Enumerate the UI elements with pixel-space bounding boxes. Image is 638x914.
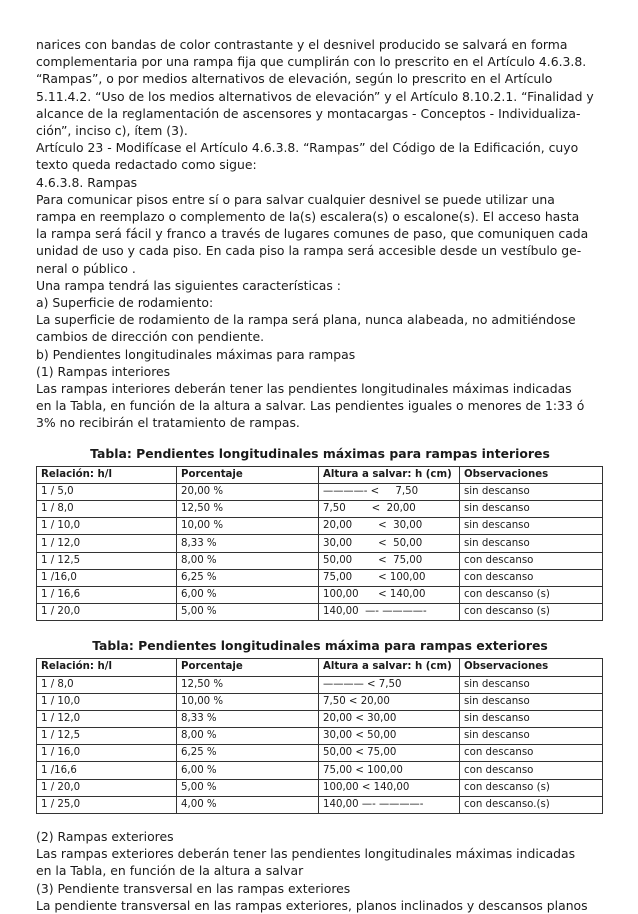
- table-row: [37, 483, 603, 500]
- table-cell: sin descanso: [460, 710, 603, 727]
- table-cell: 8,00 %: [177, 728, 319, 745]
- text-line: 5.11.4.2. “Uso de los medios alternativos de elevación” y el Artículo 8.10.2.1. “Finalidad y: [36, 88, 594, 104]
- table-row: [37, 552, 603, 569]
- table-cell: con descanso: [460, 745, 603, 762]
- table-cell: 1 / 16,6: [37, 586, 177, 603]
- table-cell: 7,50 < 20,00: [319, 693, 460, 710]
- table-cell: 20,00 < 30,00: [319, 710, 460, 727]
- table-cell: 10,00 %: [177, 693, 319, 710]
- table-row: [37, 586, 603, 603]
- table-cell: 1 / 20,0: [37, 779, 177, 796]
- text-line: texto queda redactado como sigue:: [36, 157, 257, 173]
- table-cell: ————- < 7,50: [319, 483, 460, 500]
- table-cell: 1 / 16,0: [37, 745, 177, 762]
- text-line: cambios de dirección con pendiente.: [36, 329, 265, 345]
- table-cell: sin descanso: [460, 501, 603, 518]
- table-cell: 8,33 %: [177, 710, 319, 727]
- table-cell: 30,00 < 50,00: [319, 728, 460, 745]
- table-row: [37, 604, 603, 621]
- table-cell: 1 / 10,0: [37, 518, 177, 535]
- text-line: narices con bandas de color contrastante y el desnivel producido se salvará en forma: [36, 37, 568, 52]
- table-cell: 1 / 25,0: [37, 796, 177, 813]
- text-line: alcance de la reglamentación de ascensores y montacargas - Conceptos - Individualiza-: [36, 105, 581, 121]
- header-cell: Relación: h/l: [37, 466, 177, 483]
- header-cell: Porcentaje: [177, 659, 319, 676]
- table-row: [37, 676, 603, 693]
- outro-text: [36, 828, 604, 914]
- table-cell: con descanso.(s): [460, 796, 603, 813]
- table-row: [37, 569, 603, 586]
- text-line: (3) Pendiente transversal en las rampas exteriores: [36, 880, 351, 896]
- table-cell: con descanso (s): [460, 604, 603, 621]
- table-cell: 1 / 12,5: [37, 728, 177, 745]
- table-cell: 5,00 %: [177, 779, 319, 796]
- text-line: rampa en reemplazo o complemento de la(s) escalera(s) o escalone(s). El acceso hasta: [36, 209, 580, 225]
- text-line: unidad de uso y cada piso. En cada piso la rampa será accesible desde un vestíbulo ge-: [36, 243, 582, 259]
- table-cell: 75,00 < 100,00: [319, 569, 460, 586]
- table-row: [37, 710, 603, 727]
- table-cell: sin descanso: [460, 693, 603, 710]
- table-cell: 1 / 8,0: [37, 676, 177, 693]
- table-interior-title: Tabla: Pendientes longitudinales máximas para rampas interiores: [90, 445, 550, 461]
- text-line: (2) Rampas exteriores: [36, 829, 174, 845]
- text-line: Las rampas interiores deberán tener las pendientes longitudinales máximas indicadas: [36, 381, 572, 397]
- header-cell: Observaciones: [460, 466, 603, 483]
- header-cell: Porcentaje: [177, 466, 319, 483]
- table-cell: con descanso (s): [460, 779, 603, 796]
- table-row: [37, 518, 603, 535]
- table-row: [37, 762, 603, 779]
- table-cell: 20,00 < 30,00: [319, 518, 460, 535]
- table-row: [37, 779, 603, 796]
- text-line: Las rampas exteriores deberán tener las pendientes longitudinales máximas indicadas: [36, 846, 576, 862]
- text-line: La pendiente transversal en las rampas exteriores, planos inclinados y descansos planos: [36, 897, 588, 913]
- text-line: 3% no recibirán el tratamiento de rampas.: [36, 415, 300, 431]
- table-row: [37, 796, 603, 813]
- table-cell: 1 / 12,5: [37, 552, 177, 569]
- text-line: la rampa será fácil y franco a través de lugares comunes de paso, que comuniquen cada: [36, 226, 589, 242]
- table-cell: 1 / 5,0: [37, 483, 177, 500]
- table-cell: 100,00 < 140,00: [319, 779, 460, 796]
- table-cell: 1 / 12,0: [37, 710, 177, 727]
- text-line: en la Tabla, en función de la altura a salvar: [36, 863, 304, 879]
- table-row: [37, 745, 603, 762]
- table-exterior-title: Tabla: Pendientes longitudinales máxima para rampas exteriores: [92, 638, 548, 654]
- table-cell: sin descanso: [460, 728, 603, 745]
- table-cell: 1 /16,0: [37, 569, 177, 586]
- table-cell: 6,00 %: [177, 762, 319, 779]
- text-line: b) Pendientes longitudinales máximas para rampas: [36, 346, 356, 362]
- table-cell: 7,50 < 20,00: [319, 501, 460, 518]
- table-cell: 1 /16,6: [37, 762, 177, 779]
- table-cell: 6,25 %: [177, 569, 319, 586]
- table-cell: 8,33 %: [177, 535, 319, 552]
- header-cell: Relación: h/l: [37, 659, 177, 676]
- text-line: neral o público .: [36, 260, 136, 276]
- header-cell: Altura a salvar: h (cm): [319, 659, 460, 676]
- document-page: [36, 36, 604, 914]
- table-cell: 1 / 10,0: [37, 693, 177, 710]
- text-line: en la Tabla, en función de la altura a salvar. Las pendientes iguales o menores de 1:33 ó: [36, 398, 585, 414]
- table-cell: 6,25 %: [177, 745, 319, 762]
- table-cell: 12,50 %: [177, 676, 319, 693]
- table-cell: 6,00 %: [177, 586, 319, 603]
- table-row: [37, 728, 603, 745]
- table-cell: con descanso: [460, 569, 603, 586]
- table-header-row: [37, 659, 603, 676]
- text-line: (1) Rampas interiores: [36, 363, 171, 379]
- text-line: La superficie de rodamiento de la rampa será plana, nunca alabeada, no admitiéndose: [36, 312, 576, 328]
- table-cell: sin descanso: [460, 535, 603, 552]
- header-cell: Altura a salvar: h (cm): [319, 466, 460, 483]
- table-cell: 50,00 < 75,00: [319, 745, 460, 762]
- text-line: Una rampa tendrá las siguientes características :: [36, 277, 341, 293]
- table-cell: 1 / 12,0: [37, 535, 177, 552]
- intro-text: [36, 36, 604, 432]
- text-line: “Rampas”, o por medios alternativos de elevación, según lo prescrito en el Artículo: [36, 71, 553, 87]
- text-line: 4.6.3.8. Rampas: [36, 174, 138, 190]
- table-exterior: [36, 658, 603, 814]
- table-cell: 5,00 %: [177, 604, 319, 621]
- table-cell: sin descanso: [460, 483, 603, 500]
- table-cell: sin descanso: [460, 676, 603, 693]
- table-cell: con descanso: [460, 762, 603, 779]
- table-cell: 10,00 %: [177, 518, 319, 535]
- table-header-row: [37, 466, 603, 483]
- table-cell: con descanso (s): [460, 586, 603, 603]
- text-line: Para comunicar pisos entre sí o para salvar cualquier desnivel se puede utilizar una: [36, 191, 555, 207]
- table-cell: 1 / 8,0: [37, 501, 177, 518]
- table-cell: ———— < 7,50: [319, 676, 460, 693]
- table-cell: sin descanso: [460, 518, 603, 535]
- table-interior: [36, 466, 603, 622]
- table-row: [37, 535, 603, 552]
- table-cell: 140,00 —- ————-: [319, 796, 460, 813]
- table-cell: 8,00 %: [177, 552, 319, 569]
- table-cell: 50,00 < 75,00: [319, 552, 460, 569]
- text-line: Artículo 23 - Modifícase el Artículo 4.6.3.8. “Rampas” del Código de la Edificación, cuyo: [36, 140, 579, 156]
- text-line: complementaria por una rampa fija que cumplirán con lo prescrito en el Artículo 4.6.3.8.: [36, 54, 587, 70]
- table-row: [37, 693, 603, 710]
- table-cell: 100,00 < 140,00: [319, 586, 460, 603]
- table-cell: con descanso: [460, 552, 603, 569]
- table-cell: 140,00 —- ————-: [319, 604, 460, 621]
- text-line: ción”, inciso c), ítem (3).: [36, 123, 188, 139]
- table-cell: 75,00 < 100,00: [319, 762, 460, 779]
- table-cell: 4,00 %: [177, 796, 319, 813]
- table-cell: 20,00 %: [177, 483, 319, 500]
- table-row: [37, 501, 603, 518]
- table-cell: 30,00 < 50,00: [319, 535, 460, 552]
- text-line: a) Superficie de rodamiento:: [36, 295, 214, 311]
- header-cell: Observaciones: [460, 659, 603, 676]
- table-cell: 12,50 %: [177, 501, 319, 518]
- table-cell: 1 / 20,0: [37, 604, 177, 621]
